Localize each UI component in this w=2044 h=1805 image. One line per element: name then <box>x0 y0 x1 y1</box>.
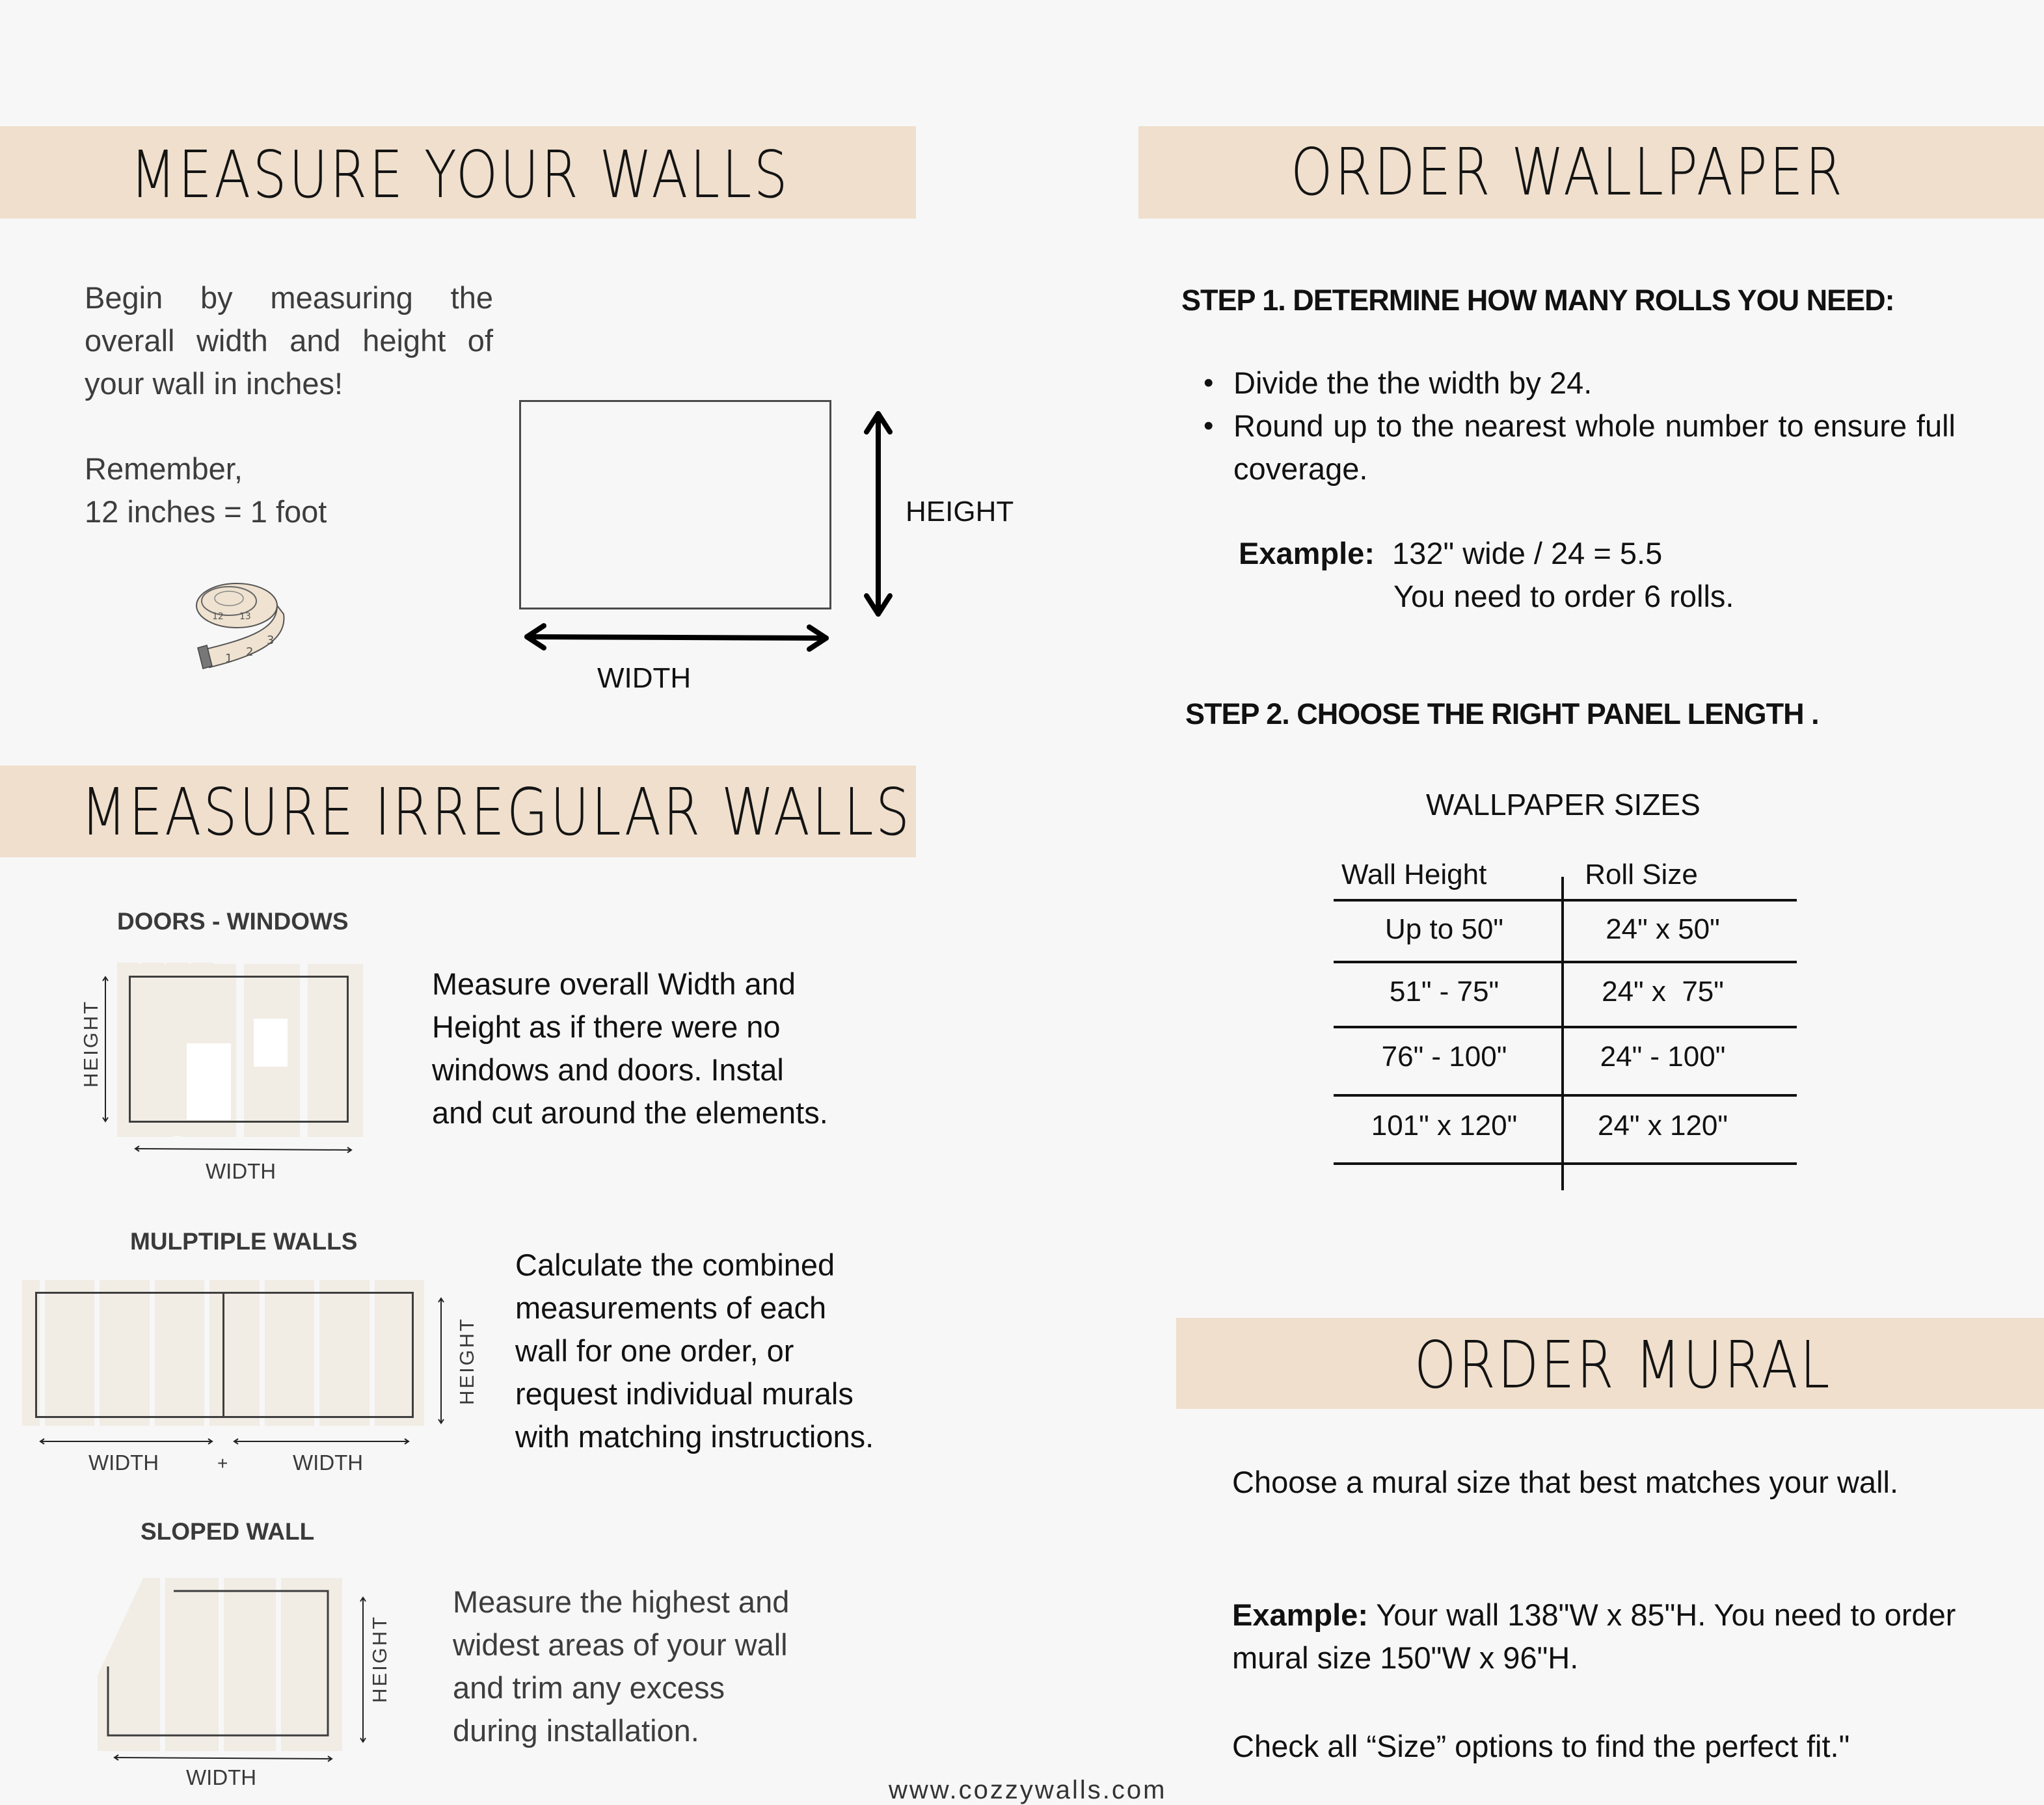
step1-heading: STEP 1. DETERMINE HOW MANY ROLLS YOU NEED: <box>1181 284 1894 317</box>
order-mural-title: ORDER MURAL <box>1414 1327 1832 1403</box>
multiple-walls-text: Calculate the combined measurements of each wall for one order, or request individual murals with matching instructions. <box>515 1248 874 1454</box>
multiple-height-arrow-icon <box>435 1297 448 1424</box>
mural-example-text <box>1232 1594 1967 1679</box>
measure-intro-text: Begin by measuring the overall width and height of your wall in inches! <box>85 280 493 401</box>
mural-example-body: Your wall 138"W x 85"H. You need to order mural size 150"W x 96"H. <box>1232 1598 1956 1675</box>
width-arrow-icon <box>520 621 833 653</box>
measuring-tape-icon <box>186 576 303 670</box>
mural-closing-text: Check all “Size” options to find the perfect fit." <box>1232 1729 1850 1763</box>
col-header-wall-height: Wall Height <box>1341 859 1487 890</box>
step1-example <box>1239 532 1662 575</box>
table-row-1-wall: Up to 50" <box>1385 913 1503 945</box>
mural-example-label: Example: <box>1232 1598 1368 1632</box>
step1-bullet-2: • Round up to the nearest whole number to ensure full coverage. <box>1204 405 1956 490</box>
col-header-roll-size: Roll Size <box>1585 859 1698 890</box>
table-row-2-roll: 24" x 75" <box>1602 976 1724 1008</box>
width-label: WIDTH <box>597 662 692 694</box>
doors-windows-heading: DOORS - WINDOWS <box>117 908 349 935</box>
mural-intro-text: Choose a mural size that best matches your wall. <box>1232 1465 1899 1499</box>
table-row-2-wall: 51" - 75" <box>1389 976 1499 1008</box>
svg-text:12: 12 <box>212 611 224 622</box>
table-row-1-roll: 24" x 50" <box>1606 913 1720 945</box>
svg-text:1: 1 <box>225 652 233 665</box>
svg-text:2: 2 <box>246 645 254 659</box>
example-label: Example: <box>1239 536 1375 570</box>
table-rule-1 <box>1334 961 1797 963</box>
example-calc: 132" wide / 24 = 5.5 <box>1392 536 1663 570</box>
wall-outline-1 <box>35 1292 224 1418</box>
sloped-height-arrow-icon <box>356 1596 370 1743</box>
measure-walls-title: MEASURE YOUR WALLS <box>130 137 790 213</box>
door-shape <box>187 1043 231 1120</box>
doors-height-label: HEIGHT <box>79 999 102 1088</box>
doors-width-arrow-icon <box>134 1145 353 1154</box>
order-wallpaper-title: ORDER WALLPAPER <box>1291 134 1845 210</box>
table-row-3-wall: 76" - 100" <box>1381 1041 1507 1073</box>
table-rule-2 <box>1334 1026 1797 1028</box>
step2-heading: STEP 2. CHOOSE THE RIGHT PANEL LENGTH . <box>1185 697 1819 730</box>
doors-windows-text: Measure overall Width and Height as if there were no windows and doors. Instal and cut around the elements. <box>432 967 828 1130</box>
table-divider-vertical <box>1561 877 1564 1190</box>
multiple-walls-heading: MULPTIPLE WALLS <box>130 1228 358 1255</box>
wall-rectangle <box>519 400 831 609</box>
table-rule-0 <box>1334 899 1797 902</box>
wallpaper-sizes-table <box>1334 859 1797 1177</box>
multiple-plus-label: + <box>217 1453 228 1473</box>
step1-bullet-1: • Divide the the width by 24. <box>1204 362 1956 405</box>
multiple-height-label: HEIGHT <box>455 1317 478 1405</box>
multiple-width-label-2: WIDTH <box>293 1451 364 1475</box>
window-shape <box>254 1019 288 1067</box>
table-rule-4 <box>1334 1162 1797 1165</box>
table-rule-3 <box>1334 1094 1797 1097</box>
svg-text:3: 3 <box>267 634 275 647</box>
sloped-width-arrow-icon <box>113 1754 334 1763</box>
inches-foot-text: 12 inches = 1 foot <box>85 494 327 529</box>
wall-outline-2 <box>222 1292 414 1418</box>
svg-text:13: 13 <box>239 611 251 622</box>
step1-bullets <box>1204 362 1956 490</box>
footer-website-link[interactable]: www.cozzywalls.com <box>889 1776 1167 1804</box>
multiple-width-label-1: WIDTH <box>88 1451 159 1475</box>
doors-width-label: WIDTH <box>206 1159 276 1183</box>
wallpaper-sizes-title: WALLPAPER SIZES <box>1426 788 1701 822</box>
sloped-width-label: WIDTH <box>186 1765 257 1789</box>
table-row-3-roll: 24" - 100" <box>1600 1041 1726 1073</box>
sloped-wall-text: Measure the highest and widest areas of your wall and trim any excess during installation. <box>453 1584 790 1748</box>
height-arrow-icon <box>859 410 898 618</box>
sloped-wall-heading: SLOPED WALL <box>141 1518 315 1545</box>
table-row-4-roll: 24" x 120" <box>1597 1110 1728 1142</box>
remember-text: Remember, <box>85 451 243 486</box>
sloped-height-label: HEIGHT <box>368 1614 391 1703</box>
multiple-width-arrows-icon <box>39 1437 410 1447</box>
sloped-wall-diagram <box>98 1578 345 1760</box>
table-row-4-wall: 101" x 120" <box>1371 1110 1518 1142</box>
step1-result: You need to order 6 rolls. <box>1393 579 1734 613</box>
doors-windows-wall-outline <box>129 976 349 1123</box>
height-label: HEIGHT <box>906 496 1014 528</box>
irregular-walls-title: MEASURE IRREGULAR WALLS <box>81 774 912 850</box>
